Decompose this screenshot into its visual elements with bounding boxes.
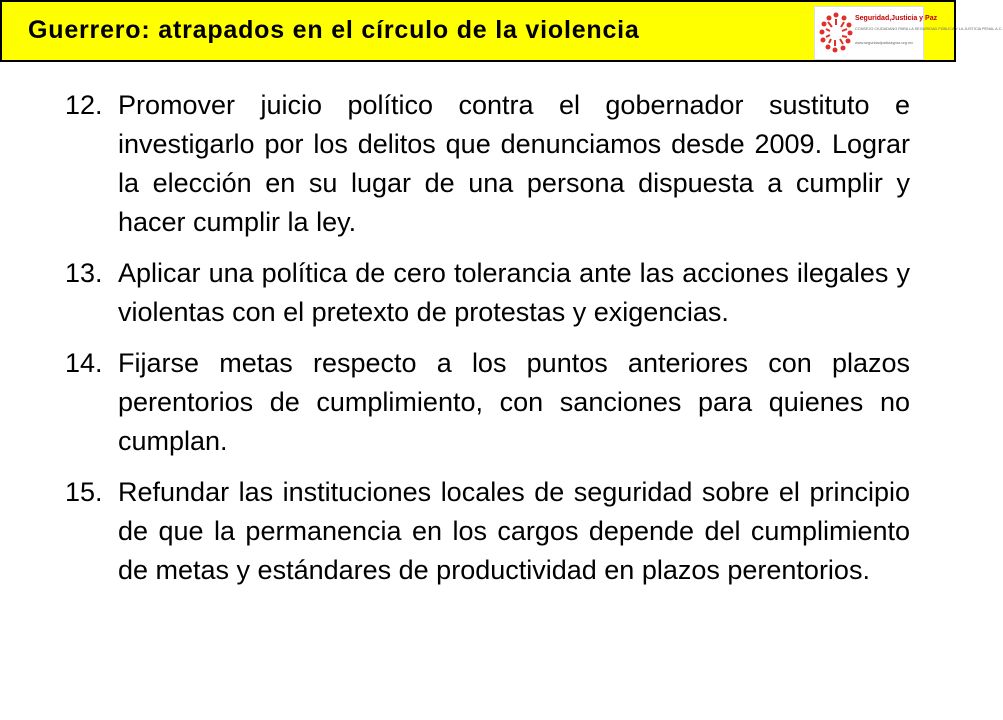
logo-emblem-icon — [818, 9, 854, 57]
item-number: 13. — [65, 258, 103, 288]
item-number: 12. — [65, 90, 103, 120]
logo-url: www.seguridadjusticiaypaz.org.mx — [855, 41, 914, 45]
list-item — [60, 254, 910, 332]
item-text: Aplicar una política de cero tolerancia ante las acciones ilegales y violentas con el pretexto de protestas y exigencias. — [118, 258, 910, 327]
list-item — [60, 344, 910, 461]
item-number: 15. — [65, 477, 103, 507]
title-bar — [0, 0, 1003, 62]
list-item — [60, 473, 910, 590]
item-number: 14. — [65, 348, 103, 378]
logo-tagline: CONSEJO CIUDADANO PARA LA SEGURIDAD PÚBLICA Y LA JUSTICIA PENAL A.C. — [855, 27, 1003, 31]
logo — [814, 6, 1003, 60]
item-text: Fijarse metas respecto a los puntos anteriores con plazos perentorios de cumplimiento, con sanciones para quienes no cumplan. — [118, 348, 910, 456]
page-title: Guerrero: atrapados en el círculo de la violencia — [28, 16, 640, 44]
item-text: Refundar las instituciones locales de seguridad sobre el principio de que la permanencia en los cargos depende del cumplimiento de metas y estándares de productividad en plazos perentorios. — [118, 477, 910, 585]
logo-name: Seguridad,Justicia y Paz — [855, 15, 938, 22]
item-list — [60, 86, 910, 602]
list-item — [60, 86, 910, 242]
item-text: Promover juicio político contra el gobernador sustituto e investigarlo por los delitos que denunciamos desde 2009. Lograr la elección en su lugar de una persona dispuesta a cumplir y hacer cumplir la ley. — [118, 90, 910, 237]
